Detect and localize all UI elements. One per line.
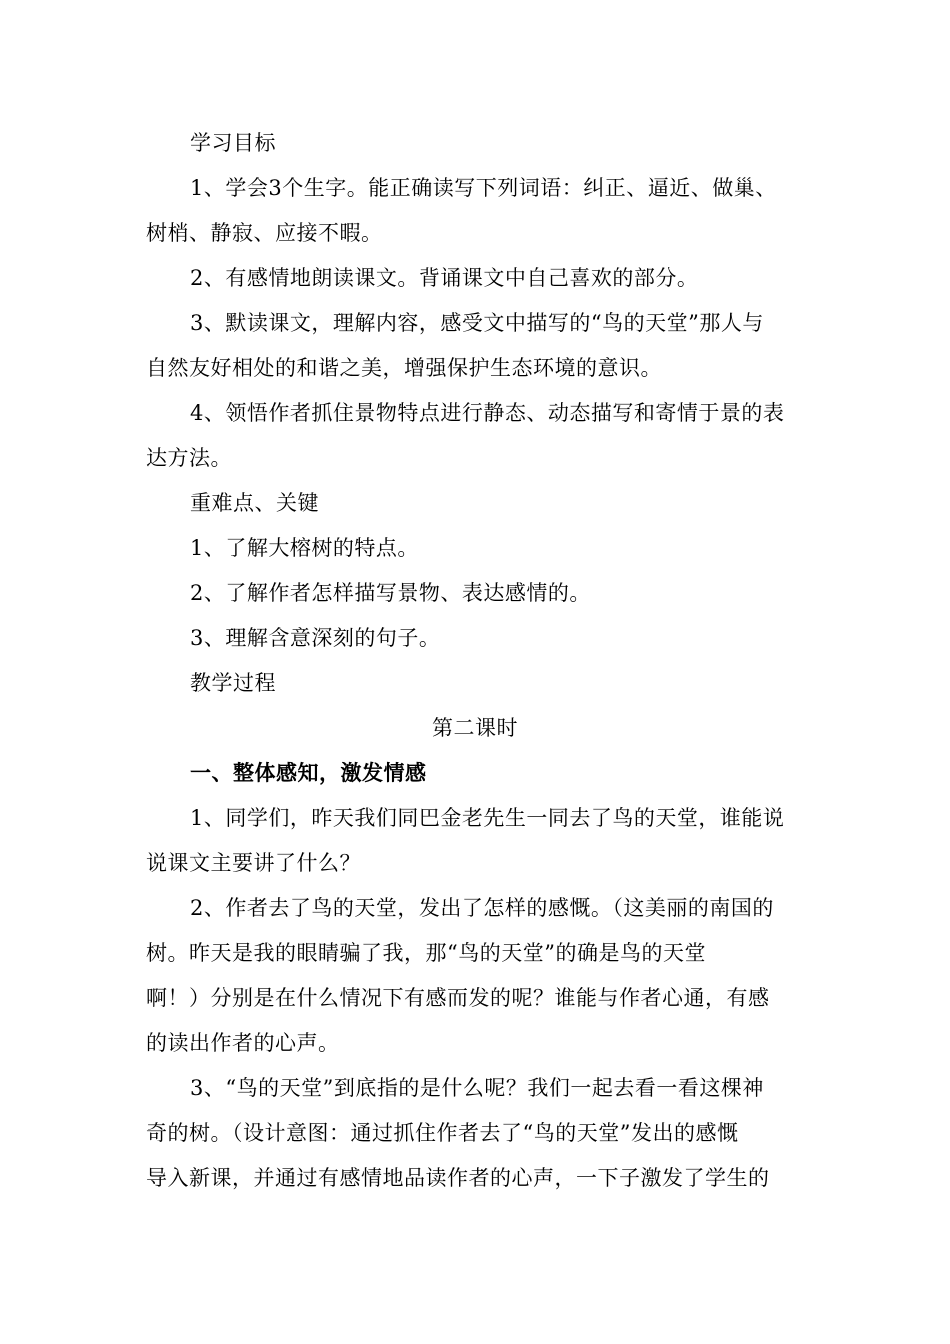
paragraph-1-line-1: 1、同学们，昨天我们同巴金老先生一同去了鸟的天堂，谁能说 <box>190 806 785 830</box>
goals-heading: 学习目标 <box>190 131 276 155</box>
goal-3-line-2: 自然友好相处的和谐之美，增强保护生态环境的意识。 <box>146 356 662 380</box>
paragraph-2-line-1: 2、作者去了鸟的天堂，发出了怎样的感慨。（这美丽的南国的 <box>190 896 774 920</box>
goal-1-line-2: 树梢、静寂、应接不暇。 <box>146 221 383 245</box>
paragraph-3-line-2: 奇的树。（设计意图：通过抓住作者去了“鸟的天堂”发出的感慨 <box>146 1121 739 1145</box>
goal-4-line-2: 达方法。 <box>146 446 232 470</box>
goal-3-line-1: 3、默读课文，理解内容，感受文中描写的“鸟的天堂”那人与 <box>190 311 764 335</box>
goal-2: 2、有感情地朗读课文。背诵课文中自己喜欢的部分。 <box>190 266 699 290</box>
paragraph-2-line-3: 啊！）分别是在什么情况下有感而发的呢？谁能与作者心通，有感 <box>146 986 770 1010</box>
paragraph-2-line-4: 的读出作者的心声。 <box>146 1031 340 1055</box>
key-point-1: 1、了解大榕树的特点。 <box>190 536 419 560</box>
key-points-heading: 重难点、关键 <box>190 491 319 515</box>
lesson-title: 第二课时 <box>432 716 518 740</box>
paragraph-3-line-3: 导入新课，并通过有感情地品读作者的心声，一下子激发了学生的 <box>146 1166 770 1190</box>
process-heading: 教学过程 <box>190 671 276 695</box>
key-point-2: 2、了解作者怎样描写景物、表达感情的。 <box>190 581 591 605</box>
paragraph-3-line-1: 3、“鸟的天堂”到底指的是什么呢？我们一起去看一看这棵神 <box>190 1076 764 1100</box>
paragraph-1-line-2: 说课文主要讲了什么？ <box>146 851 361 875</box>
paragraph-2-line-2: 树。昨天是我的眼睛骗了我，那“鸟的天堂”的确是鸟的天堂 <box>146 941 706 965</box>
goal-4-line-1: 4、领悟作者抓住景物特点进行静态、动态描写和寄情于景的表 <box>190 401 785 425</box>
key-point-3: 3、理解含意深刻的句子。 <box>190 626 441 650</box>
goal-1-line-1: 1、学会3个生字。能正确读写下列词语：纠正、逼近、做巢、 <box>190 176 777 200</box>
section-1-heading: 一、整体感知，激发情感 <box>190 761 427 785</box>
